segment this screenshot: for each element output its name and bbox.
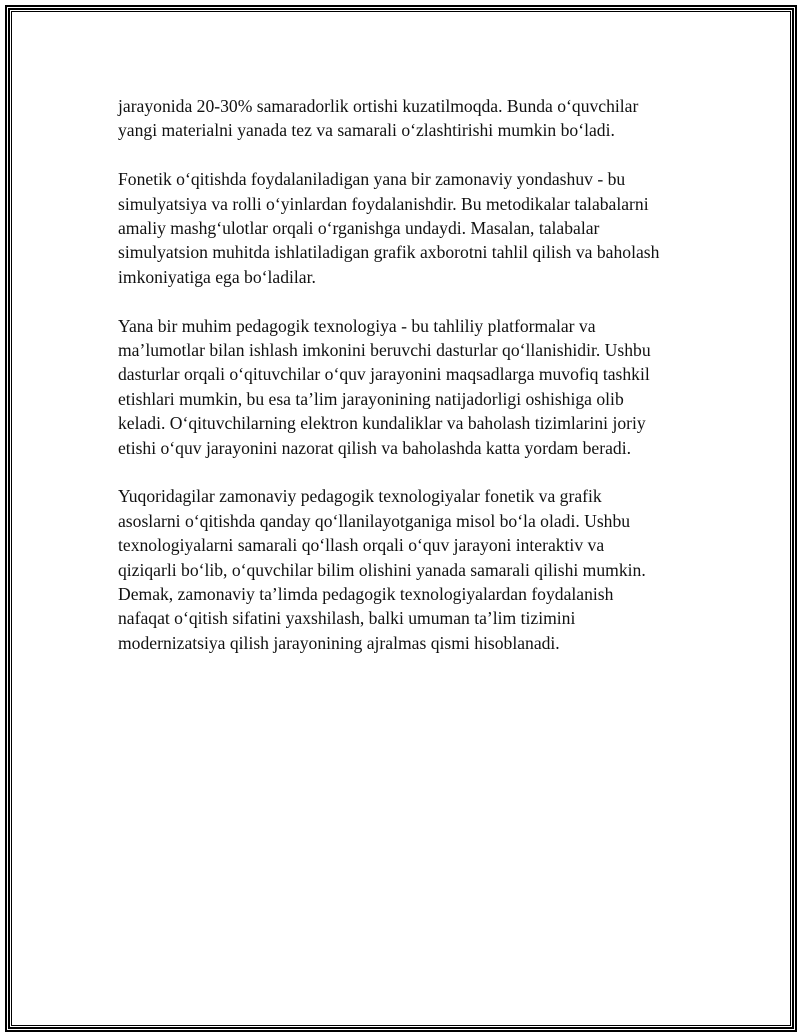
paragraph-4: Yuqoridagilar zamonaviy pedagogik texnologiyalar fonetik va grafik asoslarni o‘qitishda qanday qo‘llanilayotganiga misol bo‘la oladi. Ushbu texnologiyalarni samarali qo‘llash orqali o‘quv jarayoni interaktiv va qiziqarli bo‘lib, o‘quvchilar bilim olishini yanada samarali qilishi mumkin. Demak, zamonaviy ta’limda pedagogik texnologiyalardan foydalanish nafaqat o‘qitish sifatini yaxshilash, balki umuman ta’lim tizimini modernizatsiya qilish jarayonining ajralmas qismi hisoblanadi. [118,486,646,653]
document-body [118,94,698,680]
paragraph-2: Fonetik o‘qitishda foydalaniladigan yana bir zamonaviy yondashuv - bu simulyatsiya va rolli o‘yinlardan foydalanishdir. Bu metodikalar talabalarni amaliy mashg‘ulotlar orqali o‘rganishga undaydi. Masalan, talabalar simulyatsion muhitda ishlatiladigan grafik axborotni tahlil qilish va baholash imkoniyatiga ega bo‘ladilar. [118,169,660,287]
paragraph-1: jarayonida 20-30% samaradorlik ortishi kuzatilmoqda. Bunda o‘quvchilar yangi materialni yanada tez va samarali o‘zlashtirishi mumkin bo‘ladi. [118,96,639,141]
paragraph-3: Yana bir muhim pedagogik texnologiya - bu tahliliy platformalar va ma’lumotlar bilan ishlash imkonini beruvchi dasturlar qo‘llanishidir. Ushbu dasturlar orqali o‘qituvchilar o‘quv jarayonini maqsadlarga muvofiq tashkil etishlari mumkin, bu esa ta’lim jarayonining natijadorligi oshishiga olib keladi. O‘qituvchilarning elektron kundaliklar va baholash tizimlarini joriy etishi o‘quv jarayonini nazorat qilish va baholashda katta yordam beradi. [118,315,651,458]
